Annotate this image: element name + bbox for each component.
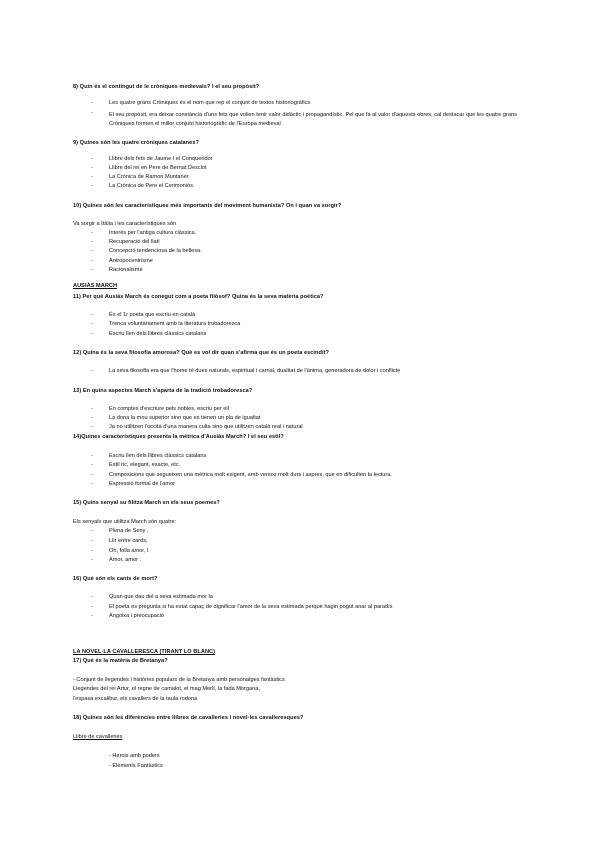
q15-item-2: Llir entre cards, <box>109 538 148 544</box>
q9-item-4: La Crònica de Pere el Cerimoniós. <box>109 183 195 189</box>
q10-item-5: Racionalisme <box>109 267 143 273</box>
bullet: - <box>91 174 93 180</box>
q10-item-3: Concepció tendenciosa de la bellesa. <box>109 248 202 254</box>
question-18-title: 18) Quines són les diferències entre llibres de cavalleries i novel·les cavalleresques? <box>73 715 304 721</box>
bullet: - <box>91 258 93 264</box>
q11-item-2: Trenca voluntàriament amb la literatura trobadoresca <box>109 321 241 327</box>
q14-item-2: Estil ric, elegant, exacte, etc. <box>109 462 181 468</box>
question-15-title: 15) Quins senyal su filitza March en els seus poemes? <box>73 500 220 506</box>
bullet: - <box>91 415 93 421</box>
q17-line-3: l'espasa excalibur, els cavallers de la taula rodona <box>73 696 198 702</box>
bullet: - <box>91 110 93 116</box>
bullet: - <box>91 331 93 337</box>
q14-item-1: Escriu llen dels llibres clàssics catalans <box>109 453 207 459</box>
bullet: - <box>91 604 93 610</box>
question-16-title: 16) Què són els cants de mort? <box>73 576 158 582</box>
bullet: - <box>91 368 93 374</box>
bullet: - <box>91 267 93 273</box>
bullet: - <box>91 594 93 600</box>
q10-item-2: Recuperació del llatí <box>109 239 160 245</box>
section-heading-ausias-march: AUSIÀS MARCH <box>73 283 118 289</box>
bullet: - <box>91 548 93 554</box>
q8-item-2: El seu propòsit, era deixar constància d'uns fets que volien tenir valor didàctic i propagandístic. Pel que fa al valor d'aquests obres, cal destacar que les quatre grans Cròniques formen el millor conjunt historiogràfic de l'Europa medieval <box>109 112 517 127</box>
question-8-title: 8) Quin és el contingut de le cròniques medievals? I el seu propòsit? <box>73 84 260 90</box>
q9-item-1: Llibre dels fets de Jaume I el Conqueridor <box>109 156 213 162</box>
bullet: - <box>91 406 93 412</box>
q14-item-4: Expressió formal de l'amor <box>109 481 176 487</box>
bullet: - <box>91 472 93 478</box>
question-12-title: 12) Quina és la seva filosofia amorosa? Què es vol dir quan s'afirma que és un poeta escindit? <box>73 350 329 356</box>
q10-intro: Va sorgir a Itàlia i les característiques són <box>73 221 177 227</box>
q13-item-3: Ja no utilitzen l'occità d'una manera culta sino que utilitzen català real i natural <box>109 424 303 430</box>
question-13-title: 13) En quins aspectes March s'aparta de la tradició trobadoresca? <box>73 388 253 394</box>
bullet: - <box>91 613 93 619</box>
q9-item-3: La Crònica de Ramon Muntaner <box>109 174 189 180</box>
q18-item-1: - Herois amb poders <box>109 753 160 759</box>
section-heading-novel: LA NOVEL·LA CAVALLERESCA (TIRANT LO BLANC) <box>73 649 216 655</box>
question-9-title: 9) Quines són les quatre cròniques catalanes? <box>73 140 199 146</box>
bullet: - <box>91 538 93 544</box>
q10-item-4: Antropocentrisme <box>109 258 153 264</box>
bullet: - <box>91 156 93 162</box>
q10-item-1: Interès per l'antiga cultura clàssica. <box>109 230 197 236</box>
question-14-title: 14)Quines característiques presenta la mètrica d'Ausiàs March? I el seu estil? <box>73 434 284 440</box>
question-10-title: 10) Quines són les característiques més importants del moviment humanista? On i quan va sorgir? <box>73 203 342 209</box>
bullet: - <box>91 183 93 189</box>
bullet: - <box>91 481 93 487</box>
bullet: - <box>91 165 93 171</box>
q16-item-2: El poeta es pregunta si ha estat capaç de dignificar l'amor de la seva estimada perquè hagin pogut anar al paradís <box>109 604 393 610</box>
bullet: - <box>91 321 93 327</box>
bullet: - <box>91 248 93 254</box>
q12-item-1: La seva filosofia era que l'home té dues naturals, espiritual i carnal, dualitat de l'ànima, generadora de dolor i conflicte <box>109 368 401 374</box>
question-11-title: 11) Per què Ausiàs March és conegut com a poeta filòsof? Quina és la seva matèria poètica? <box>73 294 324 300</box>
q11-item-1: És el 1r poeta que escriu en català <box>109 312 196 318</box>
q18-item-2: - Elements Fantàstics <box>109 763 163 769</box>
question-17-title: 17) Què és la matèria de Bretanya? <box>73 658 168 664</box>
q18-subheading: Llibre de cavalleries <box>73 734 123 740</box>
q14-item-3: Composicions que segueixen una mètrica molt exigent, amb versos molt durs i aspres, que en dificulten la lectura. <box>109 472 392 478</box>
q8-item-1: Les quatre grans Cròniques és el nom que rep el conjunt de textos historiogràfics <box>109 100 311 106</box>
bullet: - <box>91 239 93 245</box>
q15-item-3: Oh, folla amor, l <box>109 548 149 554</box>
q11-item-3: Escriu llen dels llibres clàssics catalans <box>109 331 207 337</box>
q15-intro: Els senyals que utilitza March són quatre: <box>73 519 177 525</box>
bullet: - <box>91 312 93 318</box>
q9-item-2: Llibre del rei en Pere de Bernat Desclot <box>109 165 207 171</box>
bullet: - <box>91 462 93 468</box>
q15-item-4: Amor, amor . <box>109 557 142 563</box>
q16-item-3: Angoixa i preocupació <box>109 613 165 619</box>
bullet: - <box>91 424 93 430</box>
q17-line-2: Llegendes del rei Artur, el regne de camalot, el mag Merlí, la fada Morgana, <box>73 686 260 692</box>
bullet: - <box>91 230 93 236</box>
bullet: - <box>91 528 93 534</box>
q16-item-1: Quan que dau del a seva estimada mor la <box>109 594 213 600</box>
bullet: - <box>91 557 93 563</box>
q13-item-2: La dona la mou superior sino que es tienen un pla de igualtat <box>109 415 261 421</box>
q15-item-1: Plena de Seny , <box>109 528 149 534</box>
q17-line-1: - Conjunt de llegendes i històries populars de la Bretanya amb personatges fantàstics <box>73 677 285 683</box>
bullet: - <box>91 453 93 459</box>
bullet: - <box>91 100 93 106</box>
q13-item-1: En comptes d'escriure pels nobles, escriu per ell <box>109 406 229 412</box>
